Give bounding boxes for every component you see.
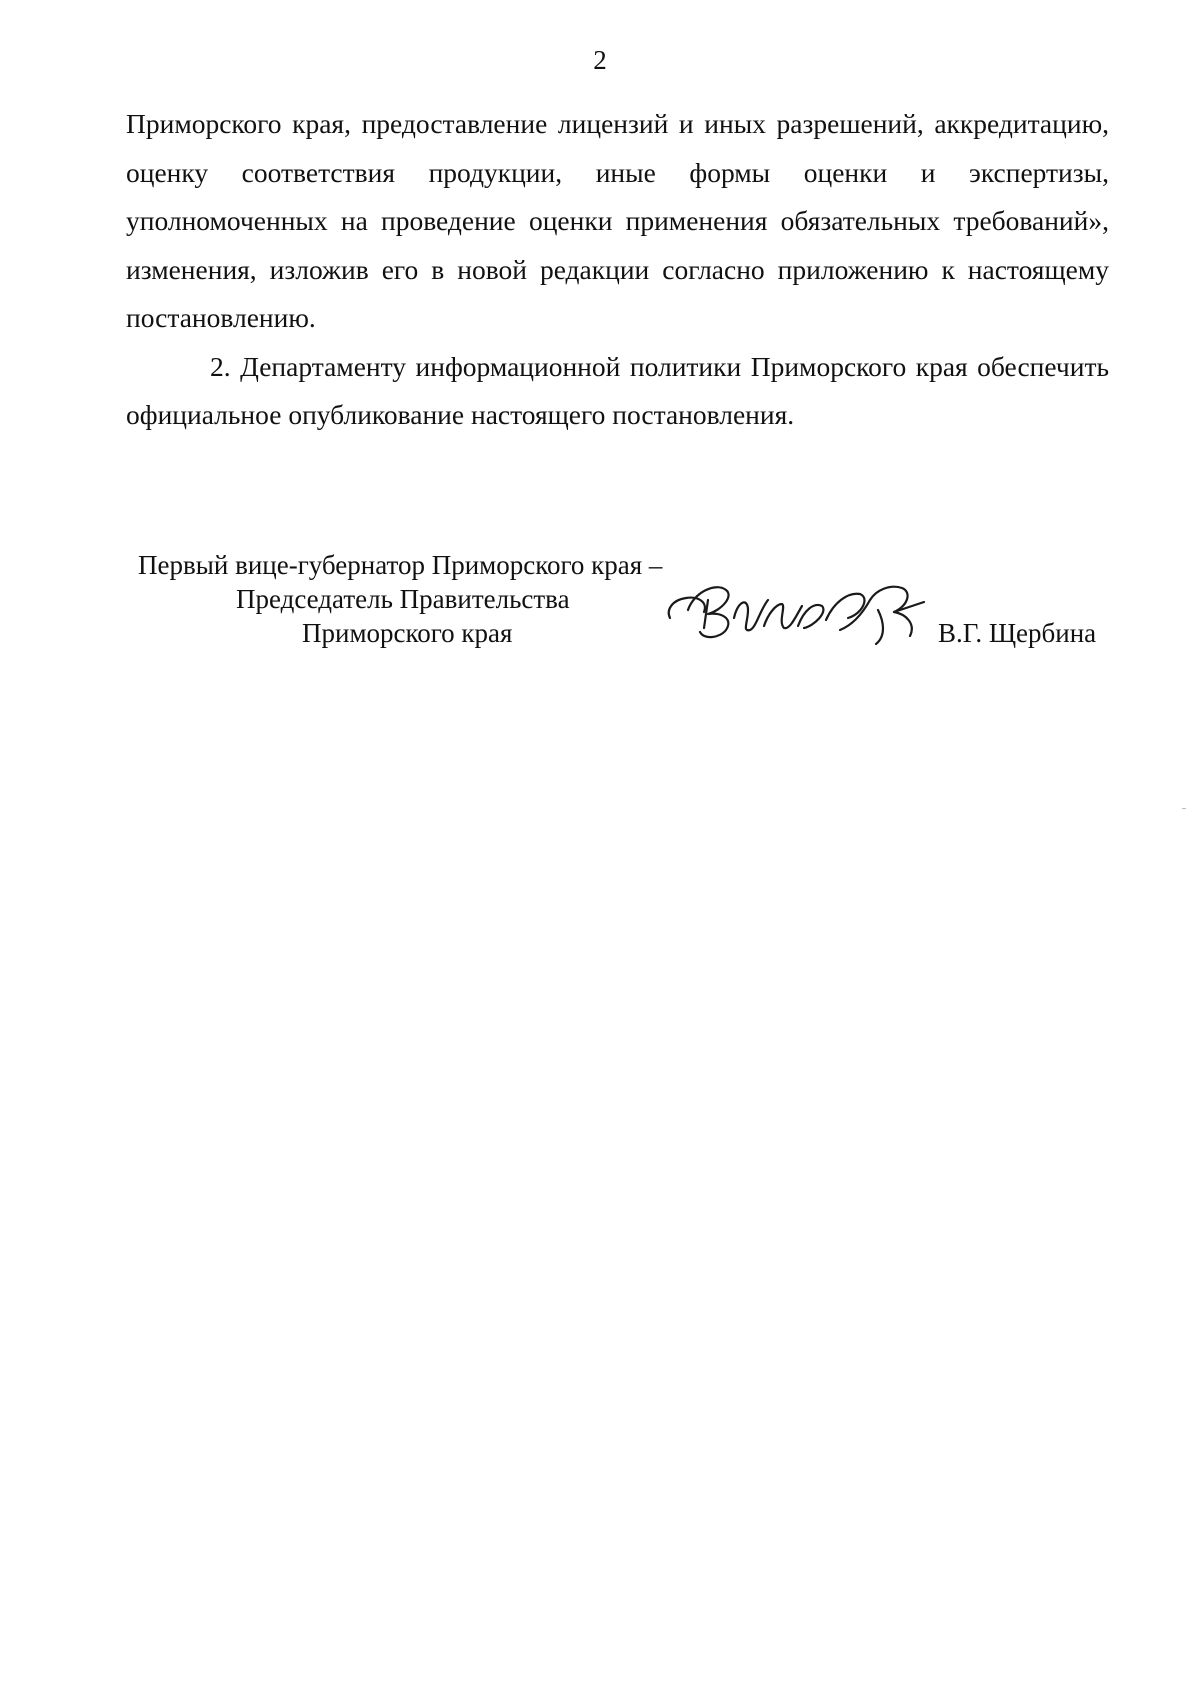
paragraph-item-2: 2. Департаменту информационной политики Приморского края обеспечить официальное опубликование настоящего постановления. <box>126 350 1109 430</box>
document-body <box>126 100 1109 440</box>
handwritten-signature <box>664 570 934 662</box>
position-line-1: Первый вице-губернатор Приморского края – <box>138 550 663 580</box>
signer-name: В.Г. Щербина <box>938 618 1097 648</box>
paragraph-continuation: Приморского края, предоставление лицензий и иных разрешений, аккредитацию, оценку соответствия продукции, иные формы оценки и экспертизы, уполномоченных на проведение оценки применения обязательных требований», изменения, изложив его в новой редакции согласно приложению к настоящему постановлению. <box>126 108 1109 333</box>
scan-speck <box>1182 808 1186 809</box>
signatory-position <box>126 548 726 650</box>
position-line-2: Председатель Правительства <box>236 584 570 614</box>
page-number: 2 <box>593 45 607 75</box>
position-line-3: Приморского края <box>302 618 513 648</box>
